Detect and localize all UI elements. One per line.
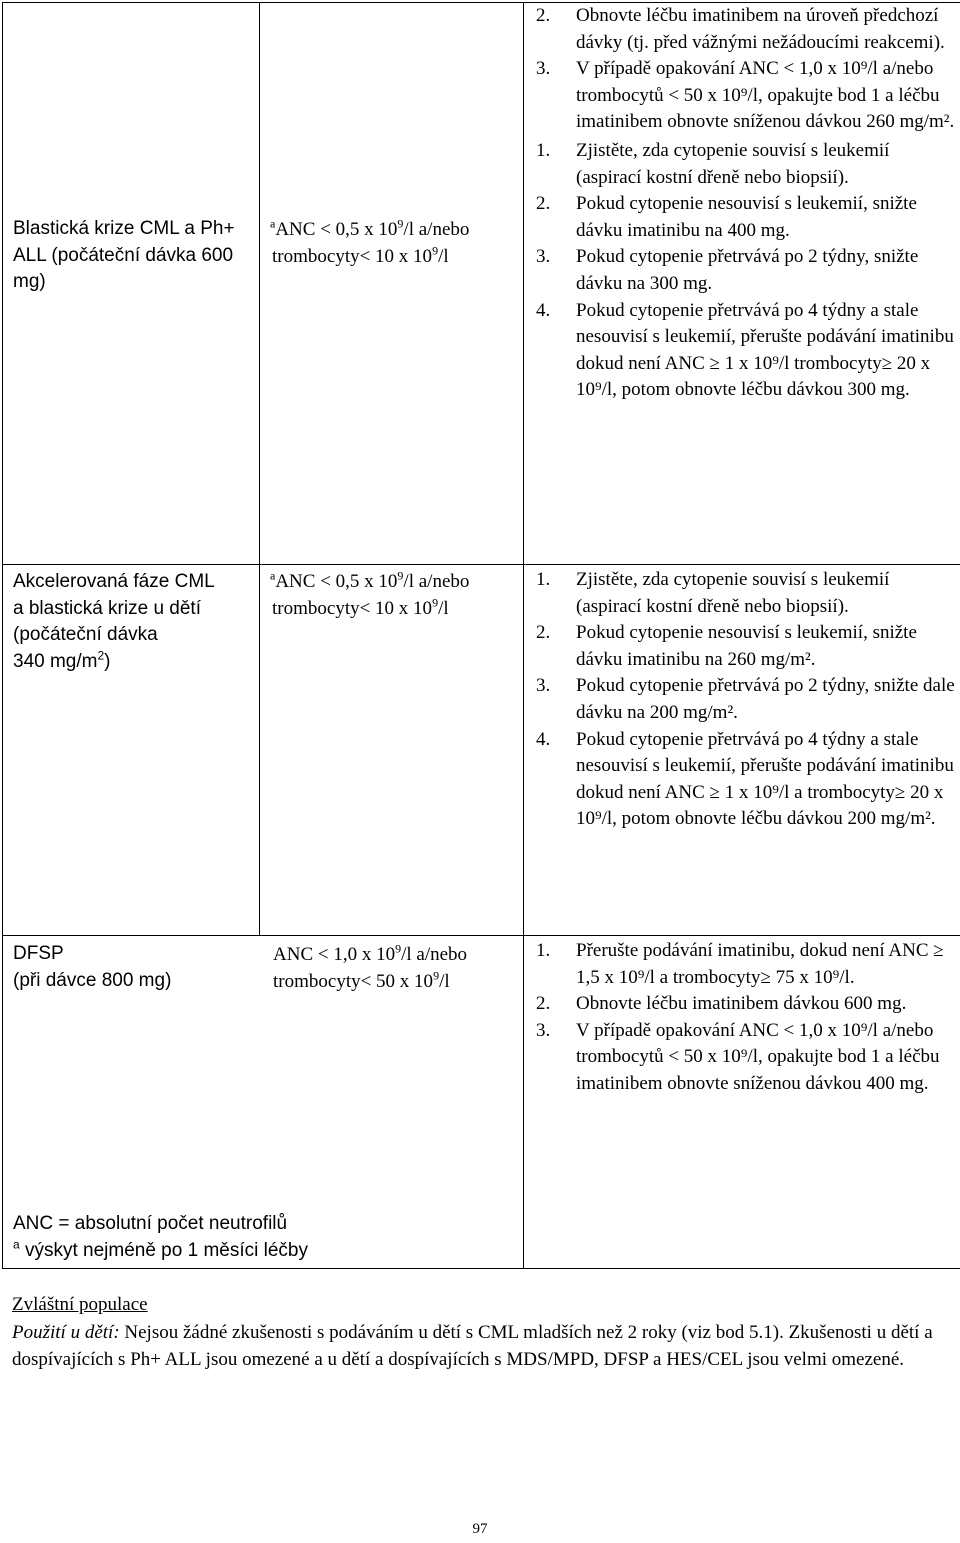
action-steps bbox=[524, 565, 960, 833]
indication-cell bbox=[3, 3, 260, 565]
list-item: 2. Pokud cytopenie nesouvisí s leukemií, snižte dávku imatinibu na 400 mg. bbox=[524, 191, 960, 244]
list-item: 3. Pokud cytopenie přetrvává po 2 týdny, snižte dávku na 300 mg. bbox=[524, 244, 960, 297]
table-row bbox=[3, 565, 960, 936]
action-cell bbox=[524, 3, 960, 565]
condition-text: $^a$ANC < 0,5 x $10^9/l$ a/nebo trombocyty< 10 x $10^9/l$ bbox=[260, 3, 523, 564]
section-paragraph bbox=[12, 1319, 952, 1374]
condition-cell bbox=[260, 565, 524, 936]
paragraph-italic-lead: Použití u dětí: bbox=[12, 1322, 120, 1343]
action-cell bbox=[524, 936, 960, 1269]
special-populations-section bbox=[12, 1291, 952, 1374]
page-number: 97 bbox=[0, 1516, 960, 1543]
condition-text: ANC < 1,0 x $10^9/l$ a/nebo trombocyty< 50 x $10^9/l$ bbox=[255, 936, 471, 995]
list-item: 4. Pokud cytopenie přetrvává po 4 týdny a stale nesouvisí s leukemií, přerušte podávání imatinibu dokud není ANC ≥ 1 x 10⁹/l trombocyty≥ 20 x 10⁹/l, potom obnovte léčbu dávkou 300 mg. bbox=[524, 298, 960, 404]
dosage-table bbox=[2, 2, 960, 1269]
indication-text: Blastická krize CML a Ph+ ALL (počáteční dávka 600 mg) bbox=[3, 3, 259, 564]
indication-cell bbox=[3, 565, 260, 936]
list-item: 3. V případě opakování ANC < 1,0 x 10⁹/l a/nebo trombocytů < 50 x 10⁹/l, opakujte bod 1 a léčbu imatinibem obnovte sníženou dávkou 400 mg. bbox=[524, 1018, 960, 1098]
paragraph-body: Nejsou žádné zkušenosti s podáváním u dětí s CML mladších než 2 roky (viz bod 5.1). Zkušenosti u dětí a dospívajících s Ph+ ALL jsou omezené a u dětí a dospívajících s MDS/MPD, DFSP a HES/CEL jsou velmi omezené. bbox=[12, 1322, 933, 1371]
section-heading: Zvláštní populace bbox=[12, 1291, 952, 1319]
list-item: 3. V případě opakování ANC < 1,0 x 10⁹/l a/nebo trombocytů < 50 x 10⁹/l, opakujte bod 1 a léčbu imatinibem obnovte sníženou dávkou 260 mg/m². bbox=[524, 56, 960, 136]
indication-text: DFSP (při dávce 800 mg) bbox=[3, 936, 255, 994]
list-item: 4. Pokud cytopenie přetrvává po 4 týdny a stale nesouvisí s leukemií, přerušte podávání imatinibu dokud není ANC ≥ 1 x 10⁹/l a trombocyty≥ 20 x 10⁹/l, potom obnovte léčbu dávkou 200 mg/m². bbox=[524, 727, 960, 833]
list-item: 1. Zjistěte, zda cytopenie souvisí s leukemií (aspirací kostní dřeně nebo biopsií). bbox=[524, 138, 960, 191]
indication-text: Akcelerovaná fáze CML a blastická krize u dětí (počáteční dávka 340 $mg/m^2$) bbox=[3, 565, 259, 935]
list-item: 2. Obnovte léčbu imatinibem na úroveň předchozí dávky (tj. před vážnými nežádoucími reakcemi). bbox=[524, 3, 960, 56]
action-steps bbox=[524, 136, 960, 404]
list-item: 2. Pokud cytopenie nesouvisí s leukemií, snižte dávku imatinibu na 260 mg/m². bbox=[524, 620, 960, 673]
list-item: 1. Přerušte podávání imatinibu, dokud není ANC ≥ 1,5 x 10⁹/l a trombocyty≥ 75 x 10⁹/l. bbox=[524, 938, 960, 991]
table-row bbox=[3, 936, 960, 1269]
action-cell bbox=[524, 565, 960, 936]
condition-text: $^a$ANC < 0,5 x $10^9/l$ a/nebo trombocyty< 10 x $10^9/l$ bbox=[260, 565, 523, 935]
action-steps bbox=[524, 936, 960, 1098]
action-steps bbox=[524, 3, 960, 136]
condition-cell bbox=[260, 3, 524, 565]
list-item: 2. Obnovte léčbu imatinibem dávkou 600 mg. bbox=[524, 991, 960, 1018]
table-footnote: ANC = absolutní počet neutrofilů $^a$ výskyt nejméně po 1 měsíci léčby bbox=[3, 1210, 523, 1268]
list-item: 3. Pokud cytopenie přetrvává po 2 týdny, snižte dale dávku na 200 mg/m². bbox=[524, 673, 960, 726]
list-item: 1. Zjistěte, zda cytopenie souvisí s leukemií (aspirací kostní dřeně nebo biopsií). bbox=[524, 567, 960, 620]
table-row bbox=[3, 3, 960, 565]
indication-cell bbox=[3, 936, 524, 1269]
